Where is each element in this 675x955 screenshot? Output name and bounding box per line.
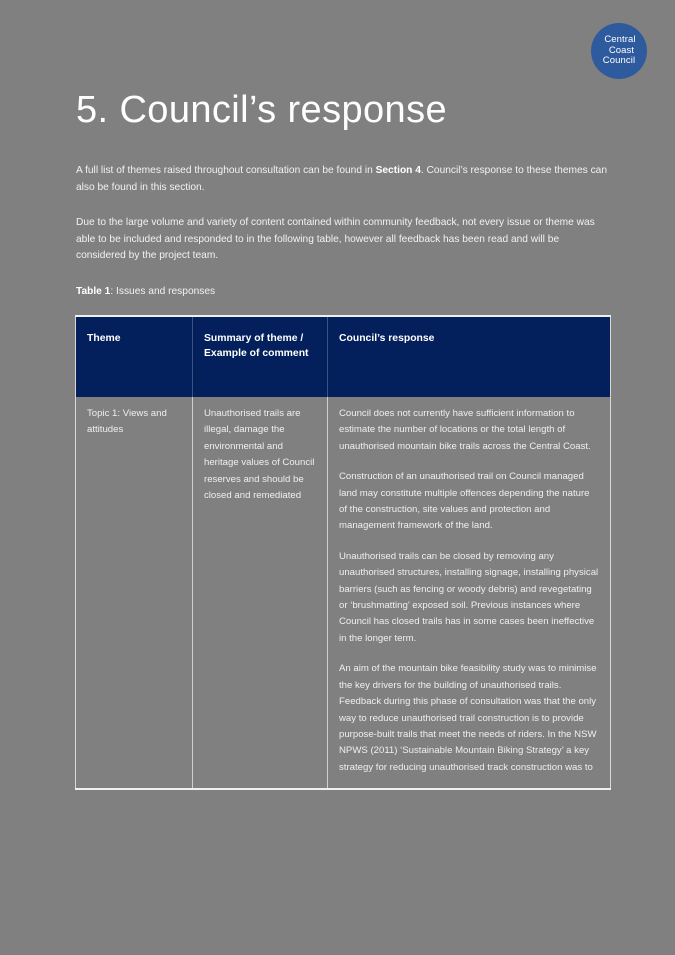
section-4-reference: Section 4 xyxy=(375,165,421,176)
logo-line-2: Coast xyxy=(608,44,635,56)
page-title: 5. Council’s response xyxy=(76,89,448,131)
cell-response xyxy=(328,397,611,789)
response-paragraph-3: Unauthorised trails can be closed by removing any unauthorised structures, installing signage, installing physical barriers (such as fencing or woody debris) and revegetating or ‘brushmatting’ exposed soil. Previous instances where Council has closed trails has in some cases been ineffective in the longer term. xyxy=(339,550,599,644)
intro-paragraph-2: Due to the large volume and variety of content contained within community feedback, not every issue or theme was able to be included and responded to in the following table, however all feedback has been read and will be considered by the project team. xyxy=(76,217,595,262)
table-caption xyxy=(76,286,215,297)
response-paragraph-4: An aim of the mountain bike feasibility study was to minimise the key drivers for the building of unauthorised trails. Feedback during this phase of consultation was that the only way to reduce unauthorised trail construction is to provide purpose-built trails that meet the needs of riders. In the NSW NPWS (2011) ‘Sustainable Mountain Biking Strategy’ a key strategy for reducing unauthorised track construction was to xyxy=(339,663,597,773)
column-header-summary: Summary of theme / Example of comment xyxy=(193,316,328,397)
intro-paragraph-1-part-2: . Council’s response to these themes can also be found in this section. xyxy=(76,165,608,193)
logo-line-1: Central xyxy=(604,34,636,46)
table-body xyxy=(76,397,611,789)
response-paragraph-1: Council does not currently have sufficient information to estimate the number of locations or the total length of unauthorised mountain bike trails across the Central Coast. xyxy=(339,408,591,452)
central-coast-council-logo xyxy=(591,23,647,79)
intro-paragraph-1 xyxy=(76,163,610,196)
table-row xyxy=(76,397,611,789)
table-header-row xyxy=(76,316,611,397)
cell-theme: Topic 1: Views and attitudes xyxy=(76,397,193,789)
logo-line-3: Council xyxy=(602,55,636,67)
column-header-theme: Theme xyxy=(76,316,193,397)
response-paragraph-2: Construction of an unauthorised trail on Council managed land may constitute multiple offences depending the nature of the construction, site values and protection and management framework of the land. xyxy=(339,471,590,532)
issues-and-responses-table xyxy=(75,315,611,790)
table-caption-text: : Issues and responses xyxy=(110,286,216,297)
column-header-response: Council’s response xyxy=(328,316,611,397)
intro-paragraph-1-part-1: A full list of themes raised throughout consultation can be found in xyxy=(76,165,376,176)
table-header xyxy=(76,316,611,397)
table-caption-label: Table 1 xyxy=(76,286,111,297)
cell-summary: Unauthorised trails are illegal, damage the environmental and heritage values of Council reserves and should be closed and remediated xyxy=(193,397,328,789)
